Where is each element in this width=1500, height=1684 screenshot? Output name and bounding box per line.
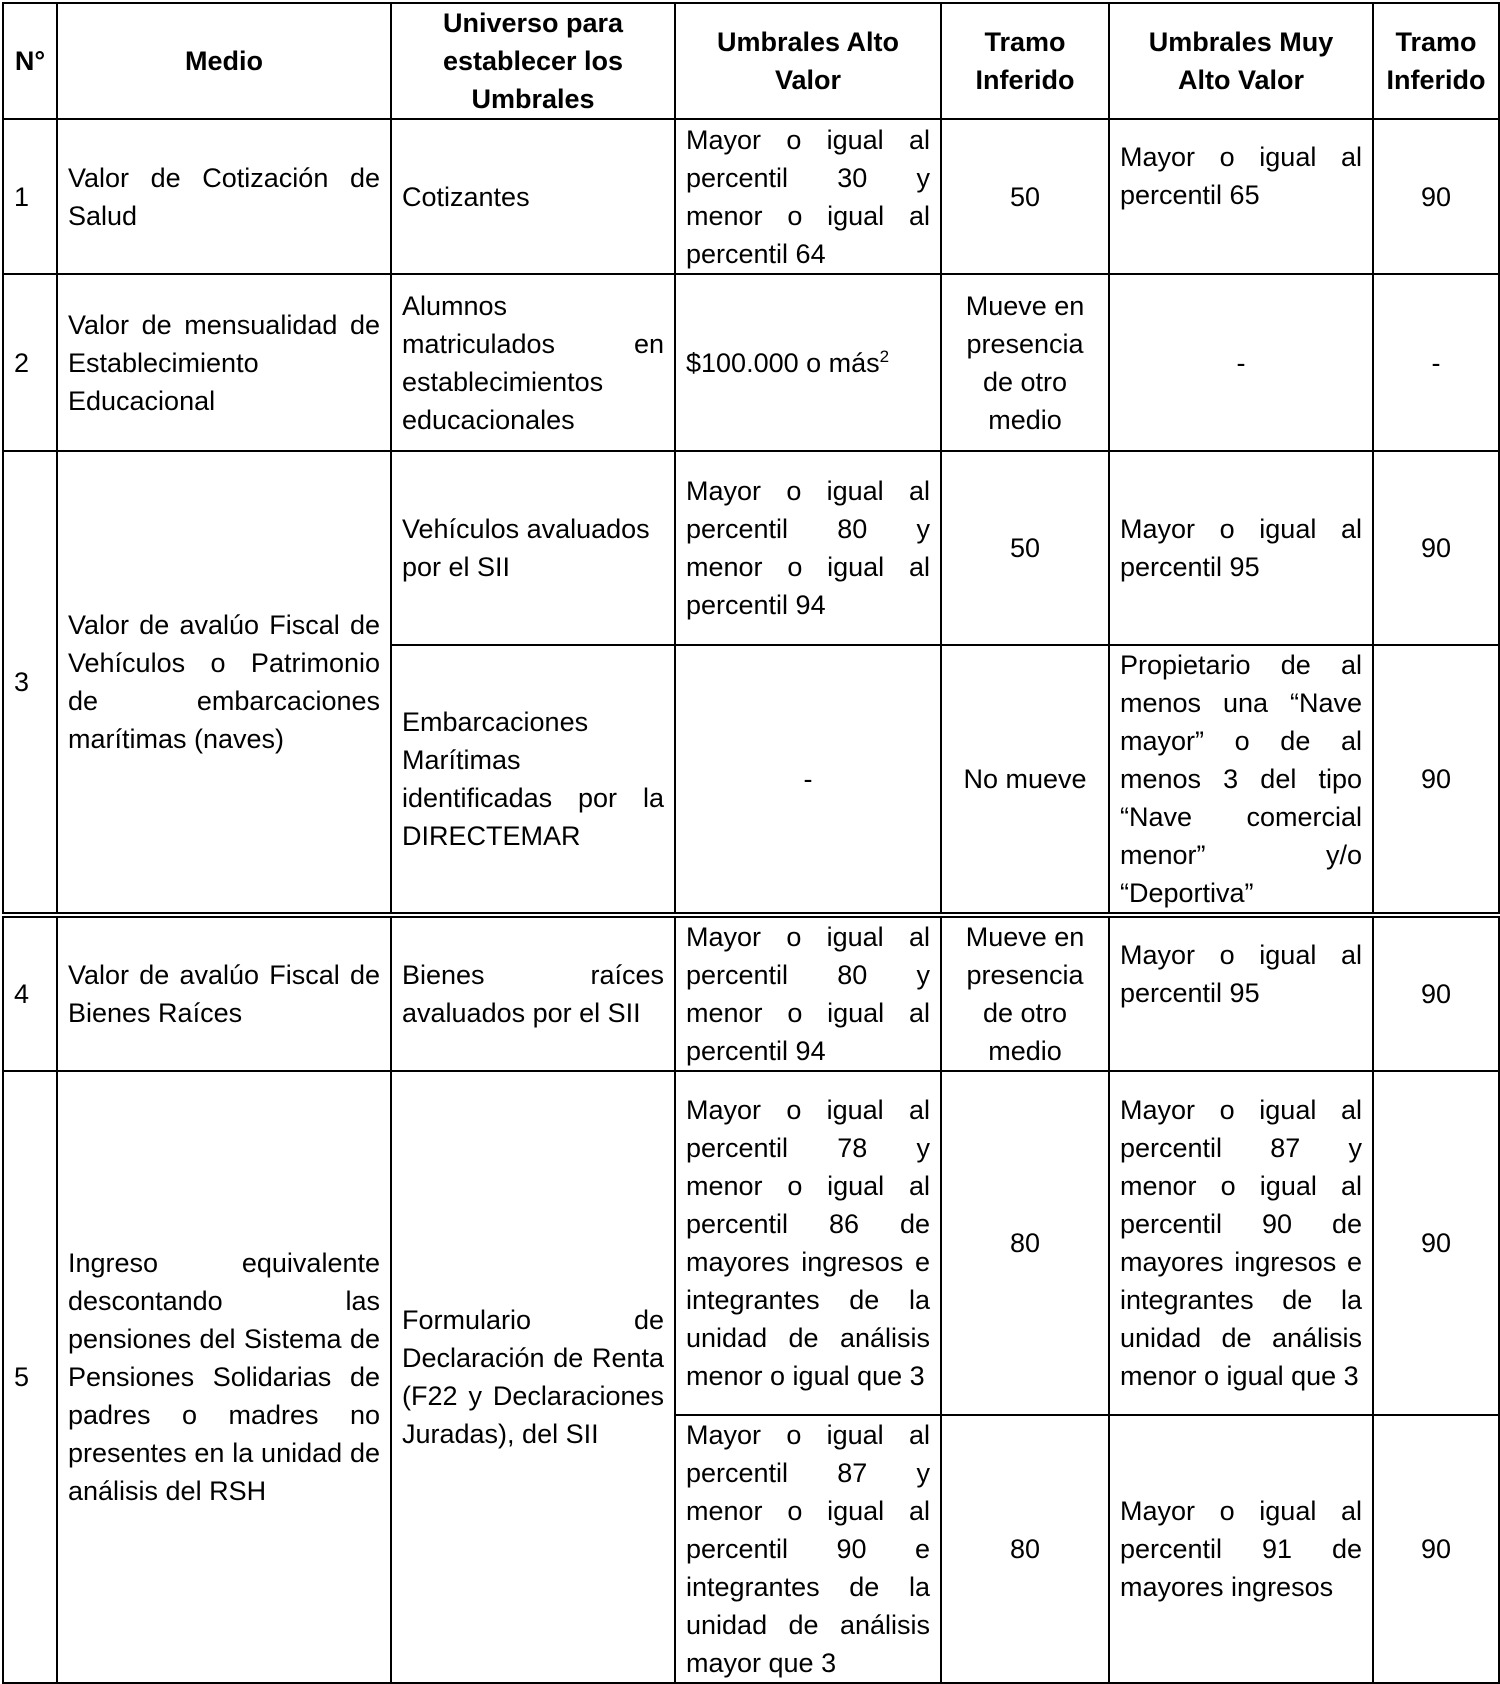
universo-cell: Alumnos matriculados en establecimientos educacionales bbox=[391, 274, 675, 451]
header-n: N° bbox=[3, 3, 57, 119]
tramo-cell: Mueve en presencia de otro medio bbox=[941, 915, 1109, 1071]
table-row bbox=[3, 451, 1499, 645]
tramo-cell-2: 90 bbox=[1373, 645, 1499, 915]
row-number: 3 bbox=[3, 451, 57, 915]
tramo-cell-2: 90 bbox=[1373, 915, 1499, 1071]
tramo-cell: 80 bbox=[941, 1415, 1109, 1683]
row-number: 2 bbox=[3, 274, 57, 451]
tramo-cell: 80 bbox=[941, 1071, 1109, 1415]
header-muy-alto-valor: Umbrales Muy Alto Valor bbox=[1109, 3, 1373, 119]
header-tramo-inferido-2: Tramo Inferido bbox=[1373, 3, 1499, 119]
medio-cell: Valor de mensualidad de Establecimiento Educacional bbox=[57, 274, 391, 451]
alto-valor-cell: Mayor o igual al percentil 80 y menor o igual al percentil 94 bbox=[675, 451, 941, 645]
tramo-cell: 50 bbox=[941, 119, 1109, 274]
universo-cell: Cotizantes bbox=[391, 119, 675, 274]
tramo-cell-2: 90 bbox=[1373, 451, 1499, 645]
universo-cell: Vehículos avaluados por el SII bbox=[391, 451, 675, 645]
alto-valor-cell: Mayor o igual al percentil 78 y menor o igual al percentil 86 de mayores ingresos e integrantes de la unidad de análisis menor o igual que 3 bbox=[675, 1071, 941, 1415]
medio-cell: Valor de avalúo Fiscal de Bienes Raíces bbox=[57, 915, 391, 1071]
medio-cell: Ingreso equivalente descontando las pensiones del Sistema de Pensiones Solidarias de padres o madres no presentes en la unidad de análisis del RSH bbox=[57, 1071, 391, 1683]
alto-valor-cell bbox=[675, 274, 941, 451]
tramo-cell: 50 bbox=[941, 451, 1109, 645]
tramo-cell: No mueve bbox=[941, 645, 1109, 915]
muy-alto-valor-cell: Mayor o igual al percentil 91 de mayores ingresos bbox=[1109, 1415, 1373, 1683]
row-number: 5 bbox=[3, 1071, 57, 1683]
medio-cell: Valor de Cotización de Salud bbox=[57, 119, 391, 274]
muy-alto-valor-cell: Mayor o igual al percentil 65 bbox=[1109, 119, 1373, 274]
universo-cell: Formulario de Declaración de Renta (F22 y Declaraciones Juradas), del SII bbox=[391, 1071, 675, 1683]
universo-cell: Bienes raíces avaluados por el SII bbox=[391, 915, 675, 1071]
header-alto-valor: Umbrales Alto Valor bbox=[675, 3, 941, 119]
header-tramo-inferido: Tramo Inferido bbox=[941, 3, 1109, 119]
header-row bbox=[3, 3, 1499, 119]
alto-valor-text: $100.000 o más bbox=[686, 347, 880, 378]
universo-cell: Embarcaciones Marítimas identificadas por la DIRECTEMAR bbox=[391, 645, 675, 915]
medio-cell: Valor de avalúo Fiscal de Vehículos o Patrimonio de embarcaciones marítimas (naves) bbox=[57, 451, 391, 915]
footnote-marker: 2 bbox=[879, 346, 890, 366]
alto-valor-cell: Mayor o igual al percentil 87 y menor o igual al percentil 90 e integrantes de la unidad de análisis mayor que 3 bbox=[675, 1415, 941, 1683]
muy-alto-valor-cell: - bbox=[1109, 274, 1373, 451]
tramo-cell-2: 90 bbox=[1373, 119, 1499, 274]
table-row bbox=[3, 119, 1499, 274]
tramo-cell-2: - bbox=[1373, 274, 1499, 451]
table-row bbox=[3, 915, 1499, 1071]
tramo-cell-2: 90 bbox=[1373, 1415, 1499, 1683]
table-row bbox=[3, 274, 1499, 451]
tramo-cell-2: 90 bbox=[1373, 1071, 1499, 1415]
muy-alto-valor-cell: Mayor o igual al percentil 95 bbox=[1109, 451, 1373, 645]
row-number: 1 bbox=[3, 119, 57, 274]
alto-valor-cell: Mayor o igual al percentil 80 y menor o igual al percentil 94 bbox=[675, 915, 941, 1071]
muy-alto-valor-cell: Mayor o igual al percentil 95 bbox=[1109, 915, 1373, 1071]
alto-valor-cell: Mayor o igual al percentil 30 y menor o igual al percentil 64 bbox=[675, 119, 941, 274]
thresholds-table bbox=[2, 2, 1500, 1684]
alto-valor-cell: - bbox=[675, 645, 941, 915]
muy-alto-valor-cell: Propietario de al menos una “Nave mayor” o de al menos 3 del tipo “Nave comercial menor” y/o “Deportiva” bbox=[1109, 645, 1373, 915]
muy-alto-valor-cell: Mayor o igual al percentil 87 y menor o igual al percentil 90 de mayores ingresos e integrantes de la unidad de análisis menor o igual que 3 bbox=[1109, 1071, 1373, 1415]
header-universo: Universo para establecer los Umbrales bbox=[391, 3, 675, 119]
tramo-cell: Mueve en presencia de otro medio bbox=[941, 274, 1109, 451]
table-row bbox=[3, 1071, 1499, 1415]
row-number: 4 bbox=[3, 915, 57, 1071]
header-medio: Medio bbox=[57, 3, 391, 119]
